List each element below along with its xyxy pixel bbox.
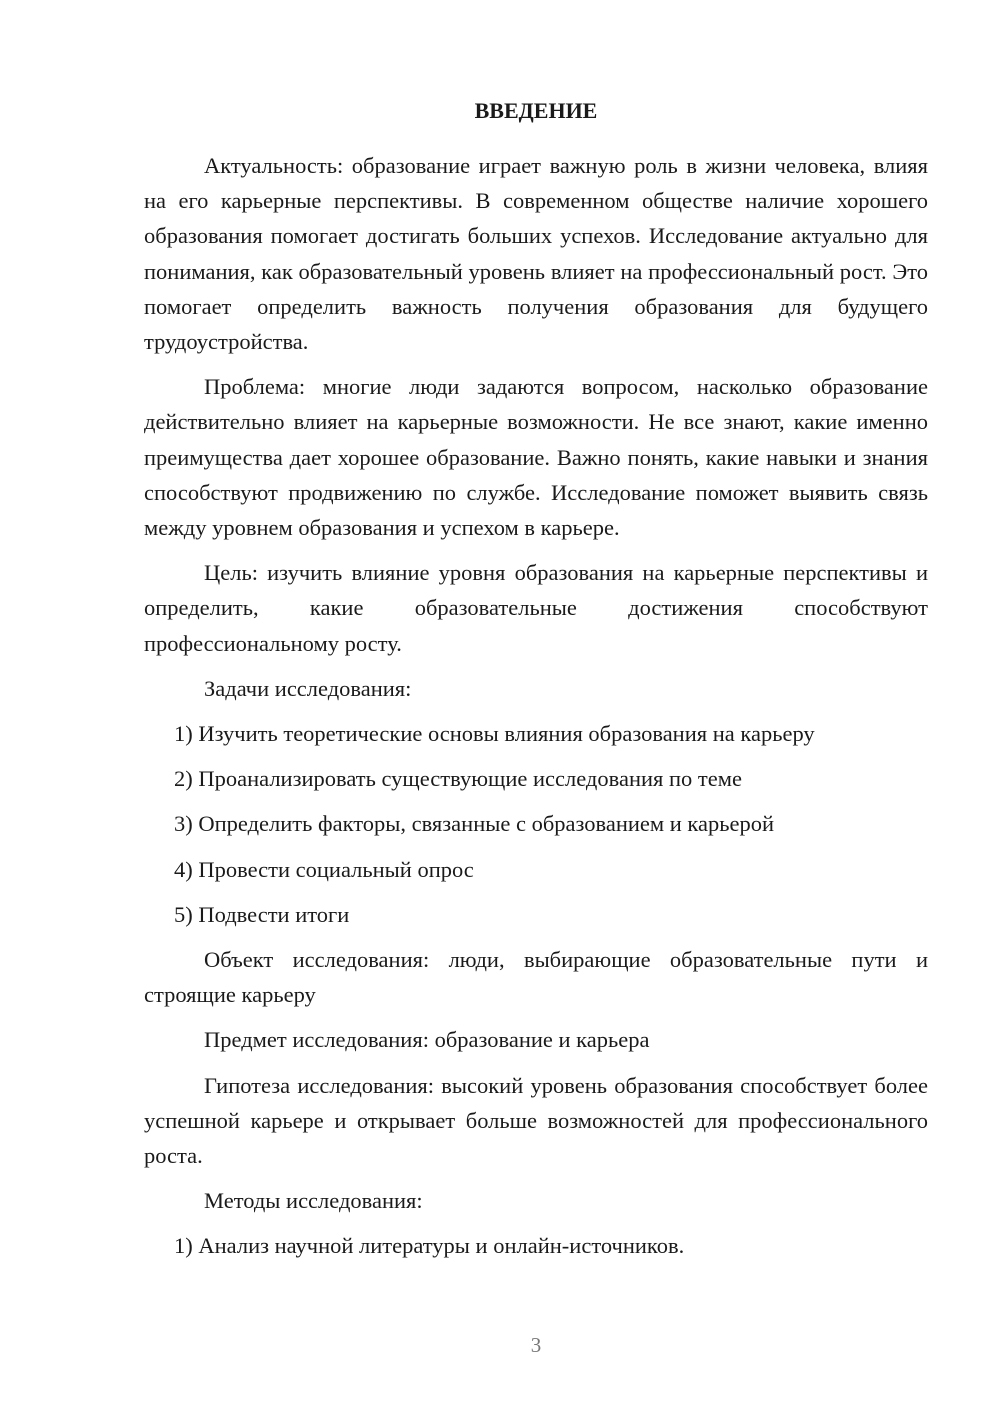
method-item: 1) Анализ научной литературы и онлайн-источников. [174, 1233, 685, 1259]
task-item: 2) Проанализировать существующие исследования по теме [174, 766, 742, 792]
problem-paragraph: Проблема: многие люди задаются вопросом, насколько образование действительно влияет на карьерные возможности. Не все знают, какие именно преимущества дает хорошее образование. Важно понять, какие навыки и знания способствуют продвижению по службе. Исследование поможет выявить связь между уровнем образования и успехом в карьере. [144, 374, 928, 541]
goal-paragraph: Цель: изучить влияние уровня образования на карьерные перспективы и определить, какие образовательные достижения способствуют профессиональному росту. [144, 560, 928, 656]
section-heading: ВВЕДЕНИЕ [474, 98, 598, 123]
task-item: 1) Изучить теоретические основы влияния образования на карьеру [174, 721, 815, 747]
page-content [144, 94, 928, 1274]
relevance-paragraph: Актуальность: образование играет важную роль в жизни человека, влияя на его карьерные перспективы. В современном обществе наличие хорошего образования помогает достигать больших успехов. Исследование актуально для понимания, как образовательный уровень влияет на профессиональный рост. Это помогает определить важность получения образования для будущего трудоустройства. [144, 153, 928, 355]
methods-label: Методы исследования: [204, 1188, 423, 1214]
task-item: 5) Подвести итоги [174, 901, 350, 927]
hypothesis-paragraph: Гипотеза исследования: высокий уровень образования способствует более успешной карьере и открывает больше возможностей для профессионального роста. [144, 1072, 928, 1169]
tasks-label: Задачи исследования: [204, 675, 412, 701]
task-item: 3) Определить факторы, связанные с образованием и карьерой [174, 811, 775, 837]
object-paragraph: Объект исследования: люди, выбирающие образовательные пути и строящие карьеру [144, 947, 928, 1008]
task-item: 4) Провести социальный опрос [174, 856, 474, 882]
subject-paragraph: Предмет исследования: образование и карьера [204, 1027, 650, 1053]
page-number: 3 [530, 1333, 542, 1357]
